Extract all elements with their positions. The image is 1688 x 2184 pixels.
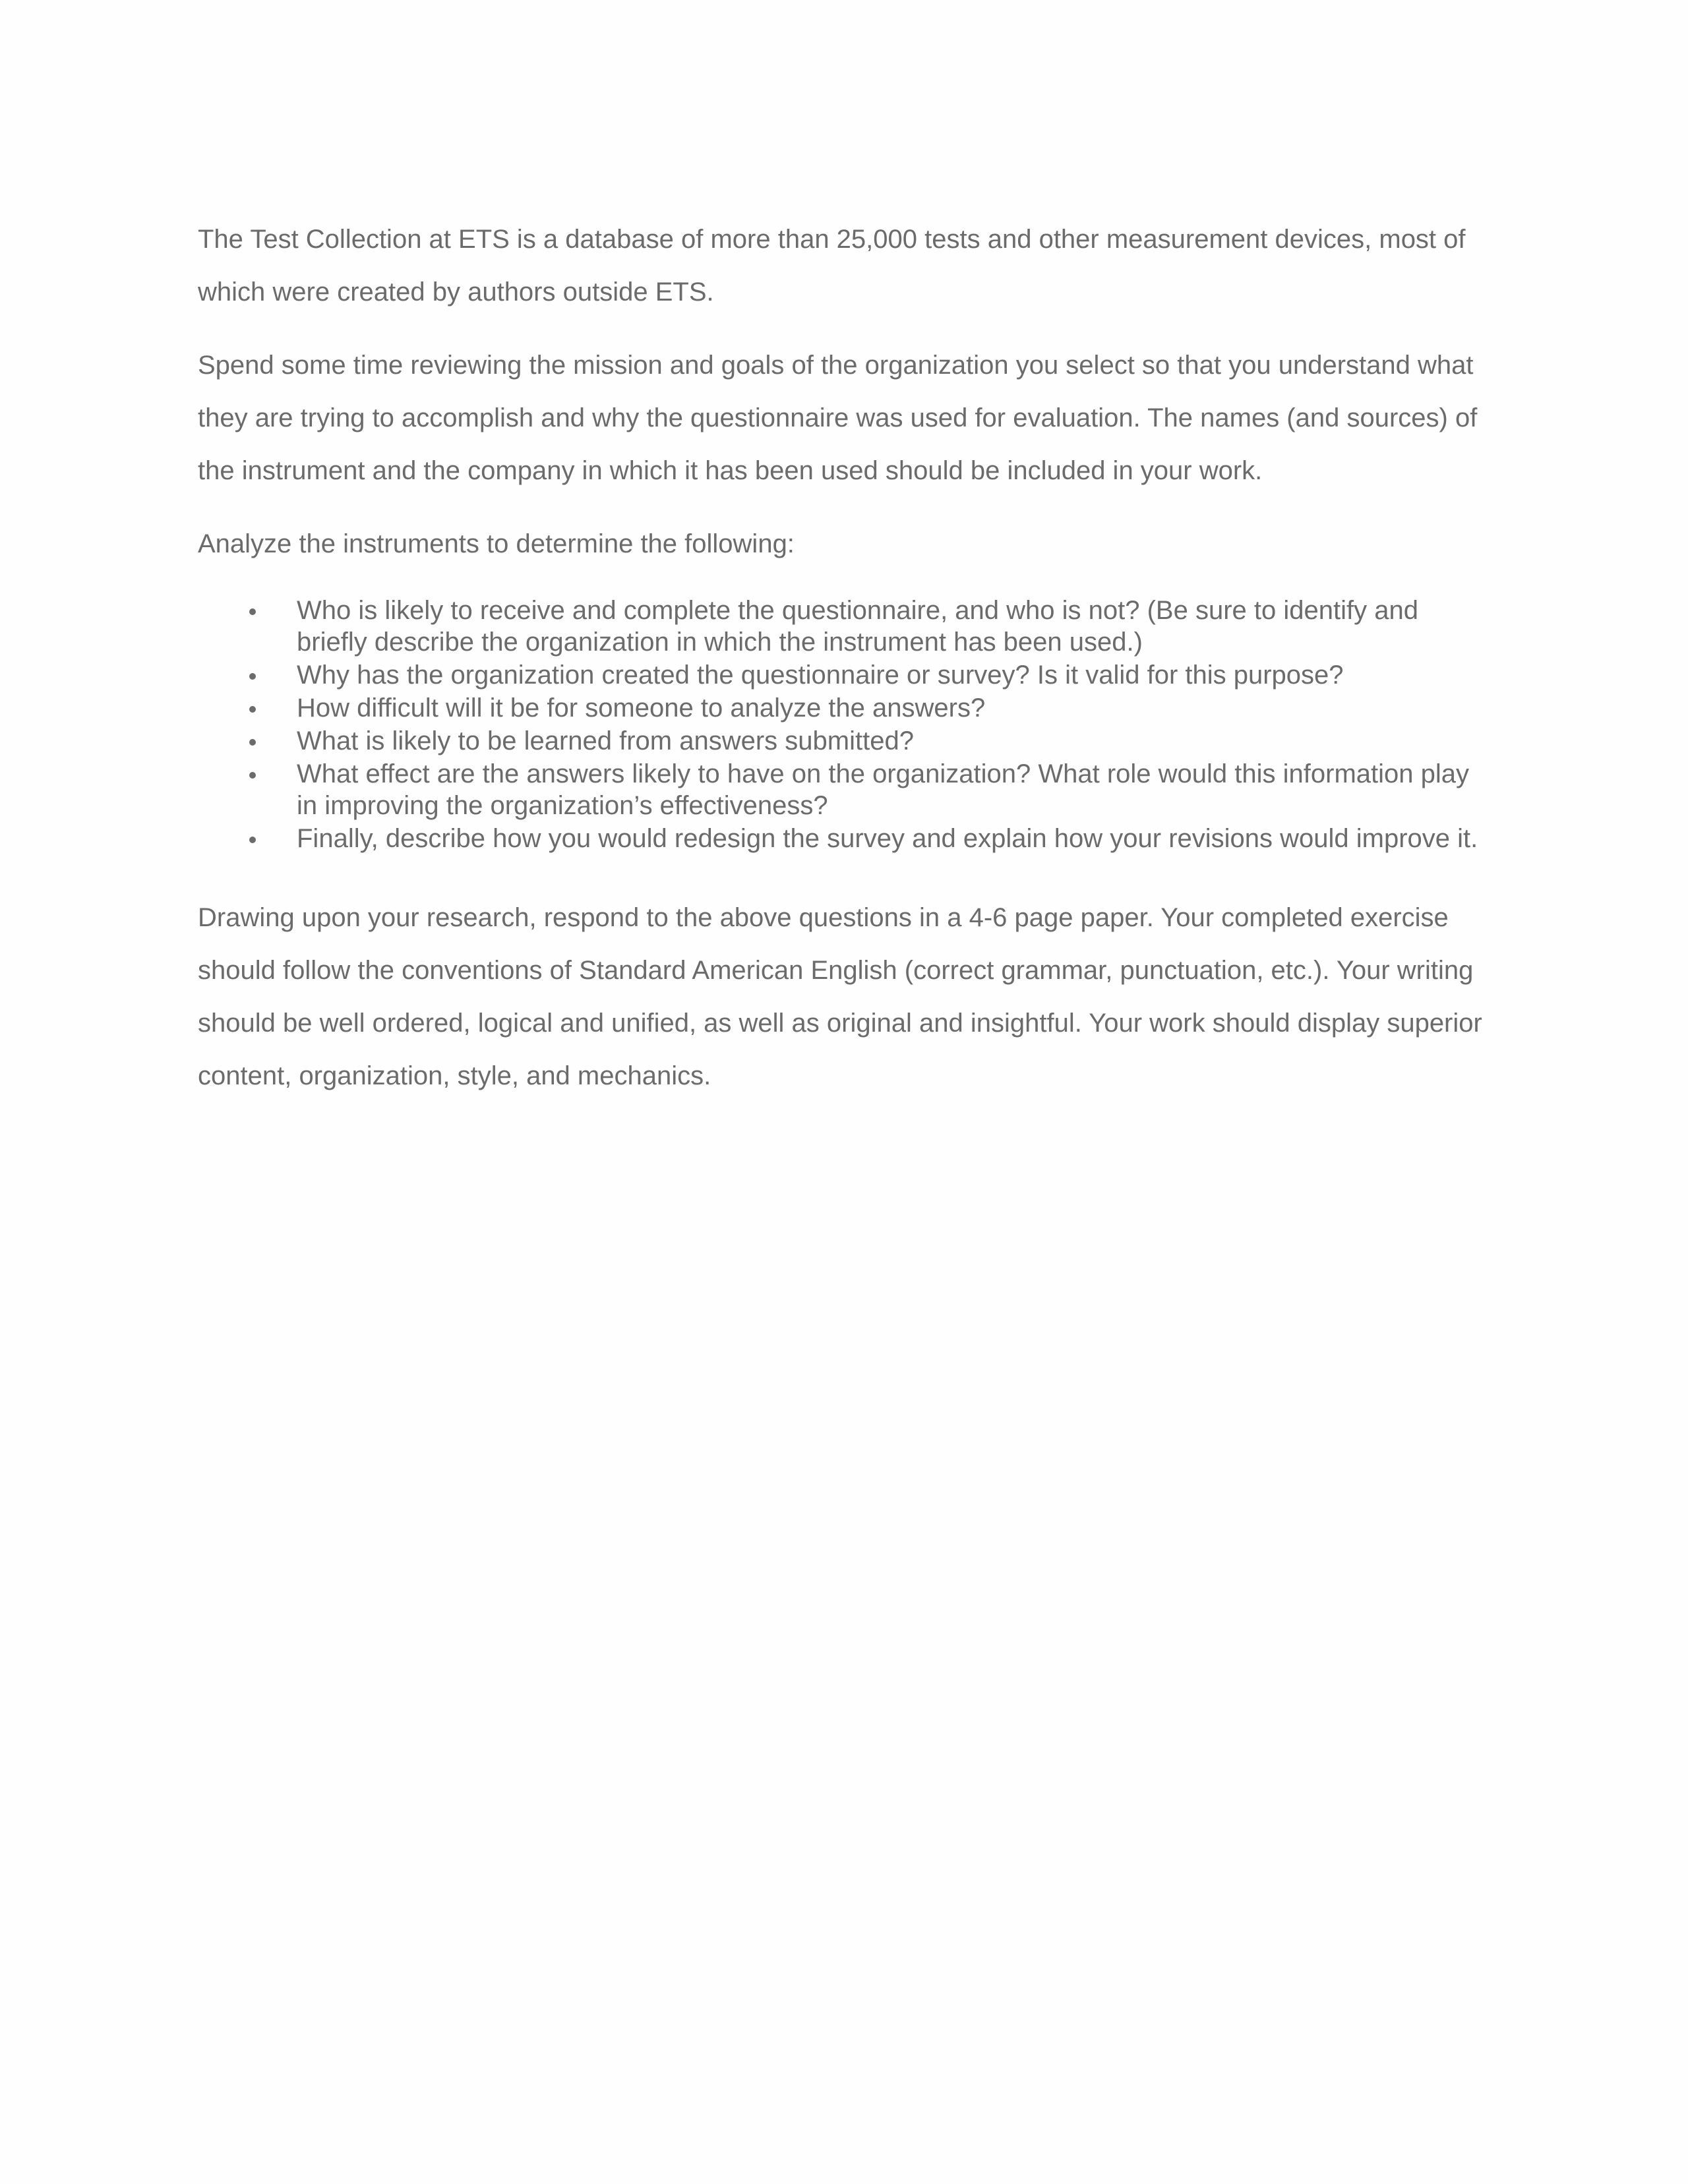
- list-item-text: Finally, describe how you would redesign the survey and explain how your revisions would improve it.: [297, 824, 1478, 853]
- bullet-icon: [249, 706, 256, 713]
- bullet-icon: [249, 739, 256, 746]
- paragraph-analyze-intro: Analyze the instruments to determine the following:: [198, 529, 795, 558]
- paragraph-ets-collection: The Test Collection at ETS is a database of more than 25,000 tests and other measurement devices, most of which were created by authors outside ETS.: [198, 225, 1466, 307]
- list-item: [198, 595, 1490, 658]
- list-item: [198, 823, 1490, 854]
- bullet-icon: [249, 837, 256, 843]
- list-item-text: What effect are the answers likely to have on the organization? What role would this information play in improving the organization’s effectiveness?: [297, 759, 1469, 820]
- paragraph-closing-instructions: Drawing upon your research, respond to the above questions in a 4-6 page paper. Your completed exercise should follow the conventions of Standard American English (correct grammar, punctuation, etc.). Your writing should be well ordered, logical and unified, as well as original and insightful. Your work should display superior content, organization, style, and mechanics.: [198, 903, 1482, 1090]
- list-item-text: How difficult will it be for someone to analyze the answers?: [297, 694, 986, 723]
- bullet-list: [198, 595, 1490, 854]
- document-body: [198, 213, 1490, 1123]
- list-item-text: Who is likely to receive and complete the questionnaire, and who is not? (Be sure to identify and briefly describe the organization in which the instrument has been used.): [297, 596, 1418, 657]
- list-item: [198, 725, 1490, 757]
- list-item-text: Why has the organization created the questionnaire or survey? Is it valid for this purpose?: [297, 661, 1344, 690]
- list-item: [198, 692, 1490, 724]
- list-item: [198, 758, 1490, 821]
- bullet-icon: [249, 608, 256, 615]
- paragraph-mission-review: Spend some time reviewing the mission and goals of the organization you select so that you understand what they are trying to accomplish and why the questionnaire was used for evaluation. The names (and sources) of the instrument and the company in which it has been used should be included in your work.: [198, 351, 1478, 485]
- bullet-icon: [249, 673, 256, 680]
- list-item-text: What is likely to be learned from answers submitted?: [297, 726, 914, 755]
- list-item: [198, 659, 1490, 691]
- bullet-icon: [249, 772, 256, 779]
